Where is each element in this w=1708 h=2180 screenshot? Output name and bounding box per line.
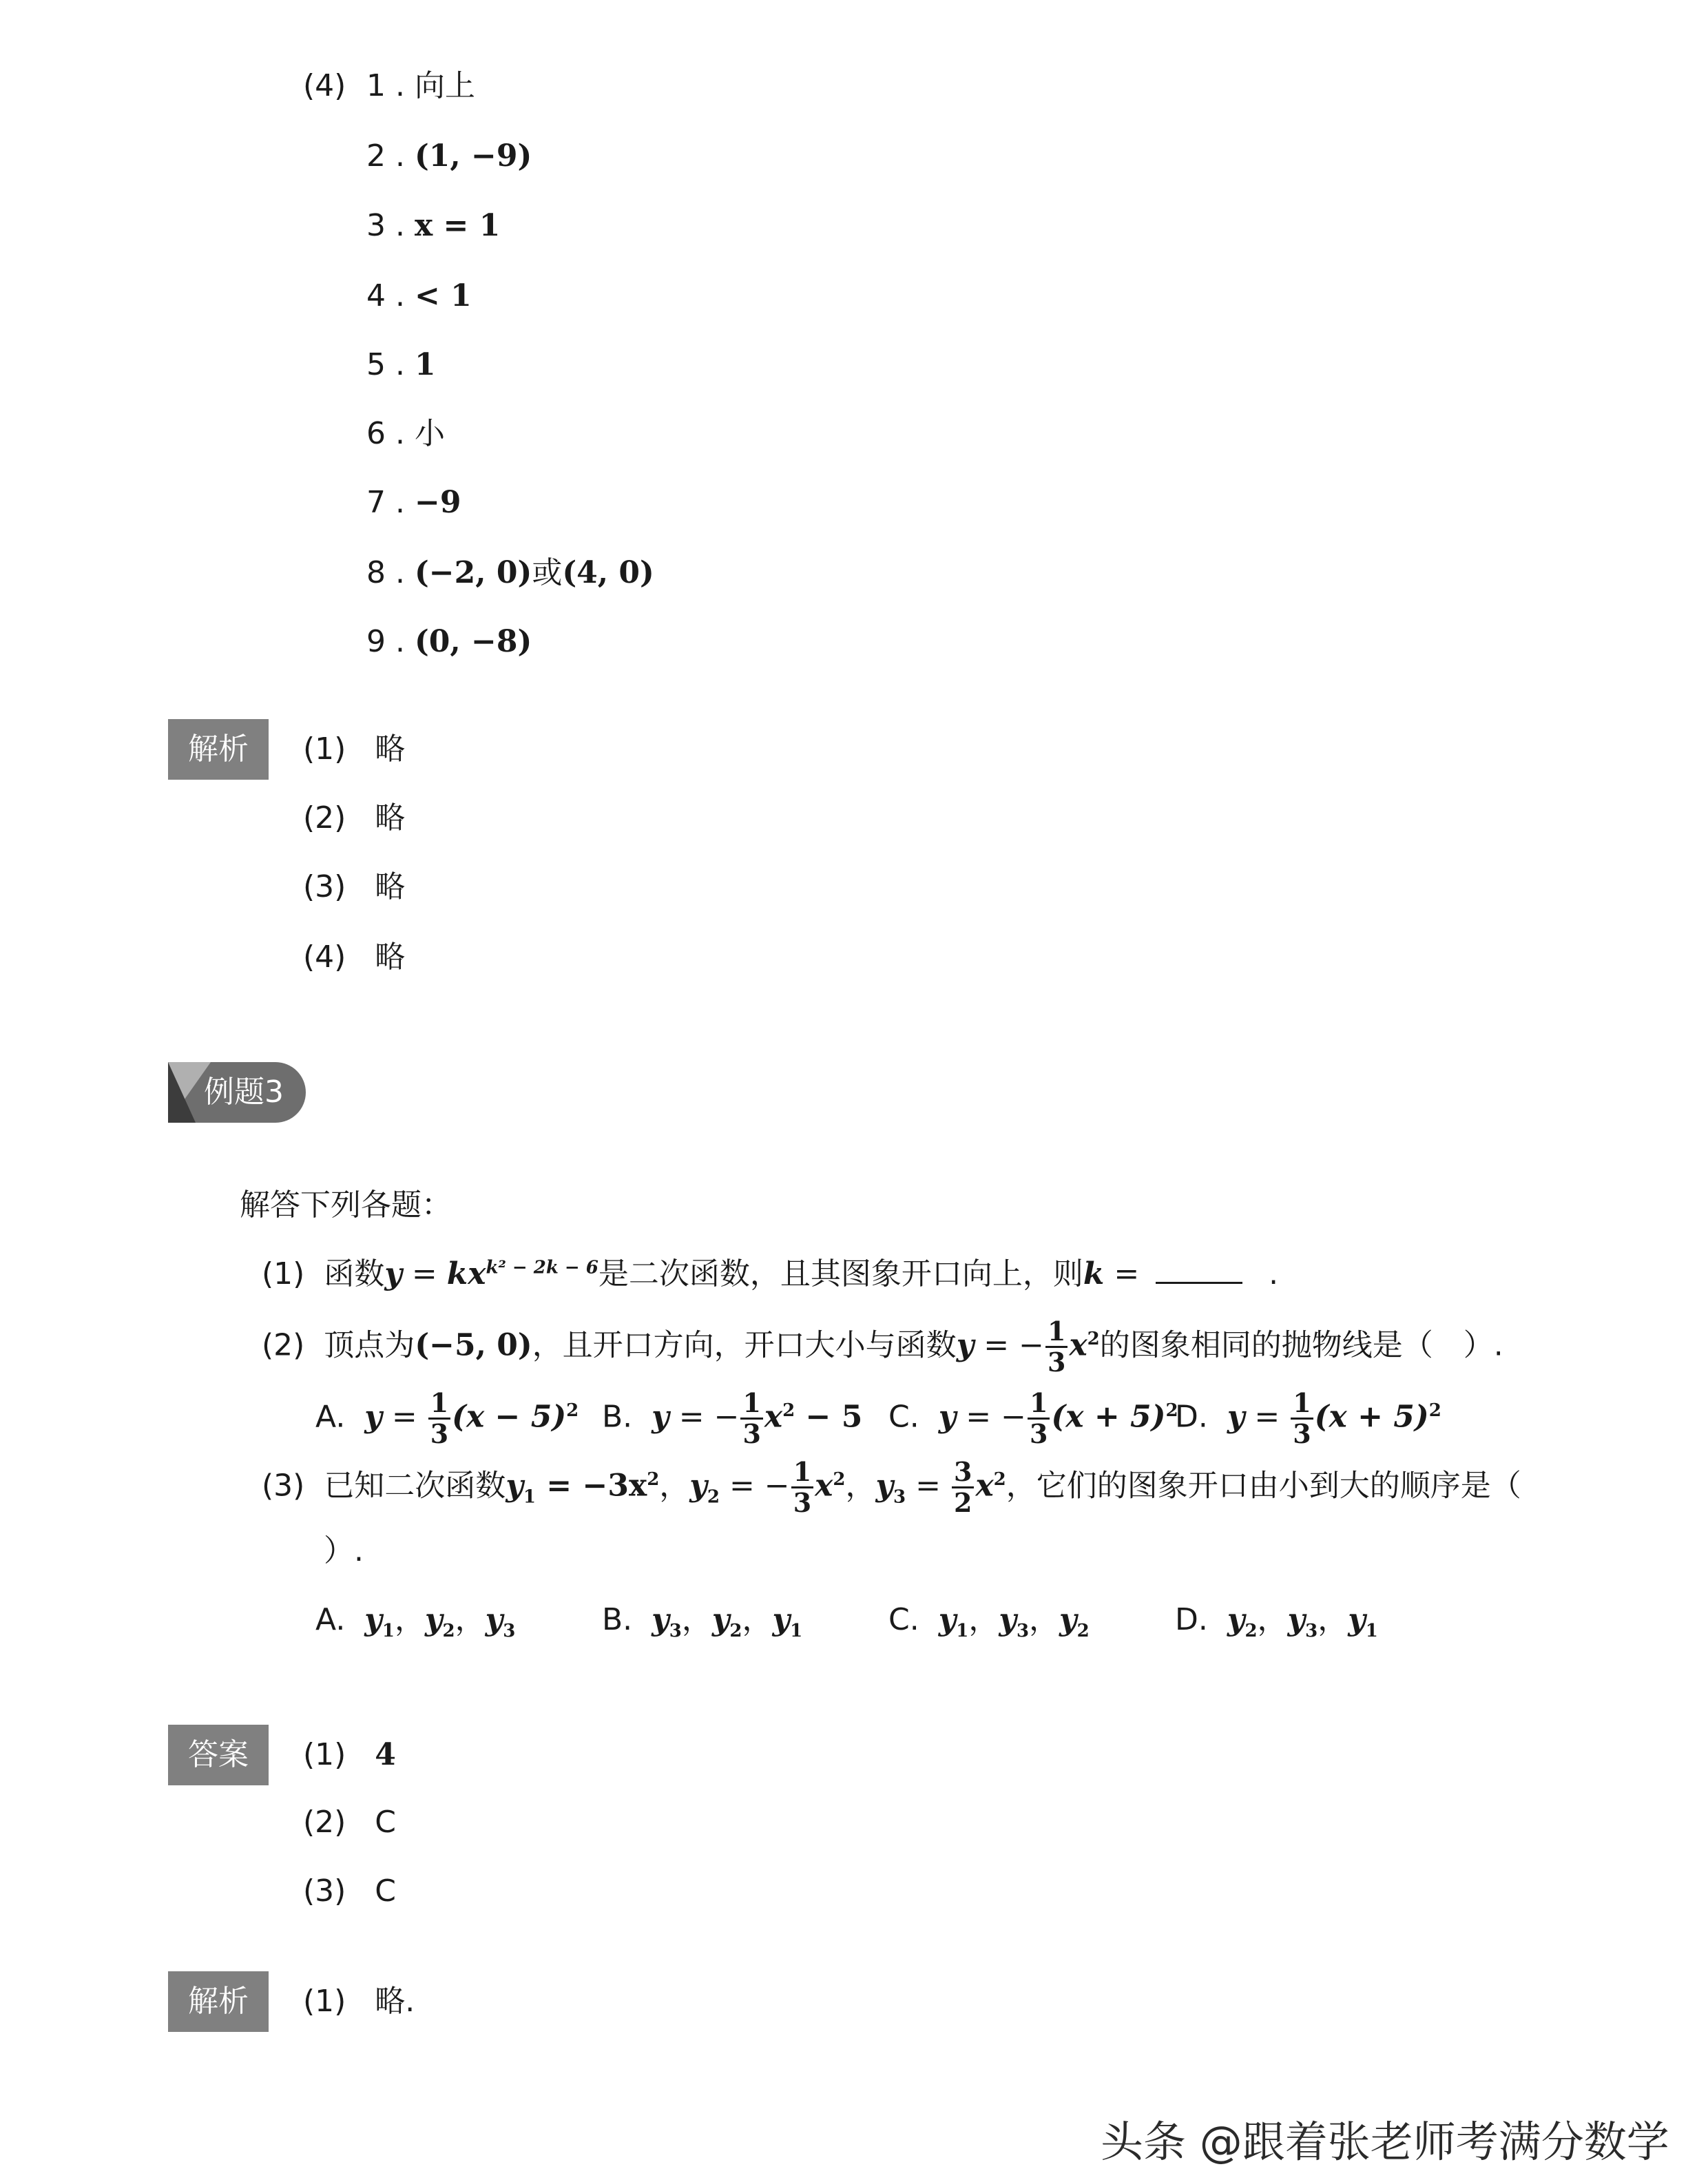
part4-label: (4) xyxy=(303,68,346,103)
list-item: 2 . (1, −9) xyxy=(366,138,532,174)
question-3-continuation: ）. xyxy=(324,1533,364,1568)
list-item: 5 . 1 xyxy=(366,347,436,382)
list-item: (3) C xyxy=(303,1873,397,1909)
list-item: (1) 4 xyxy=(303,1737,396,1772)
list-item: 3 . x = 1 xyxy=(366,208,501,243)
list-item: (2) 略 xyxy=(303,800,406,835)
question-3: (3) 已知二次函数$y_1 = -3x^2$，$y_2$ = − $\frac{1}{3}$ $x^2$，$y_3$ = $\frac{3}{2}$ $x^2$，它们的图象开口由小到大的顺序是（ xyxy=(262,1456,1521,1518)
analysis-tag: 解析 xyxy=(168,1971,269,2032)
list-item: 4 . < 1 xyxy=(366,278,472,313)
list-item: 6 . 小 xyxy=(366,416,445,451)
list-item: (4) 略 xyxy=(303,940,406,975)
watermark: 头条 @跟着张老师考满分数学 xyxy=(1101,2117,1669,2167)
example-badge xyxy=(168,1062,306,1123)
option-a: A. y = $\frac{1}{3}$ $(x - 5)^2$ xyxy=(315,1387,579,1449)
option-b: B. y = − $\frac{1}{3}$ $x^2 - 5$ xyxy=(602,1387,863,1449)
option-d: D. $y_2$，$y_3$，$y_1$ xyxy=(1175,1602,1378,1641)
list-item: (3) 略 xyxy=(303,869,406,904)
option-c: C. $y_1$，$y_3$，$y_2$ xyxy=(888,1602,1090,1641)
answer-tag: 答案 xyxy=(168,1725,269,1785)
example-badge-label: 例题3 xyxy=(204,1075,284,1110)
analysis-tag: 解析 xyxy=(168,719,269,780)
list-item: (1) 略. xyxy=(303,1984,415,2019)
answer-blank xyxy=(1156,1261,1242,1284)
option-a: A. $y_1$，$y_2$，$y_3$ xyxy=(315,1602,516,1641)
list-item: 1 . 向上 xyxy=(366,68,475,103)
list-item: (1) 略 xyxy=(303,731,406,767)
question-2: (2) 顶点为(−5, 0)，且开口方向，开口大小与函数y = − $\frac{1}{3}$ $x^2$的图象相同的抛物线是（ ）. xyxy=(262,1316,1503,1378)
list-item: (2) C xyxy=(303,1805,397,1840)
option-b: B. $y_3$，$y_2$，$y_1$ xyxy=(602,1602,803,1641)
option-d: D. y = $\frac{1}{3}$ $(x + 5)^2$ xyxy=(1175,1387,1441,1449)
list-item: 8 . (−2, 0)或(4, 0) xyxy=(366,555,654,590)
list-item: 9 . (0, −8) xyxy=(366,624,532,659)
question-1: (1) 函数$y = kx^{k^2 - 2k - 6}$是二次函数，且其图象开口向上，则k = . xyxy=(262,1256,1279,1291)
list-item: 7 . −9 xyxy=(366,485,461,520)
example-intro: 解答下列各题： xyxy=(240,1187,452,1223)
option-c: C. y = − $\frac{1}{3}$ $(x + 5)^2$ xyxy=(888,1387,1178,1449)
